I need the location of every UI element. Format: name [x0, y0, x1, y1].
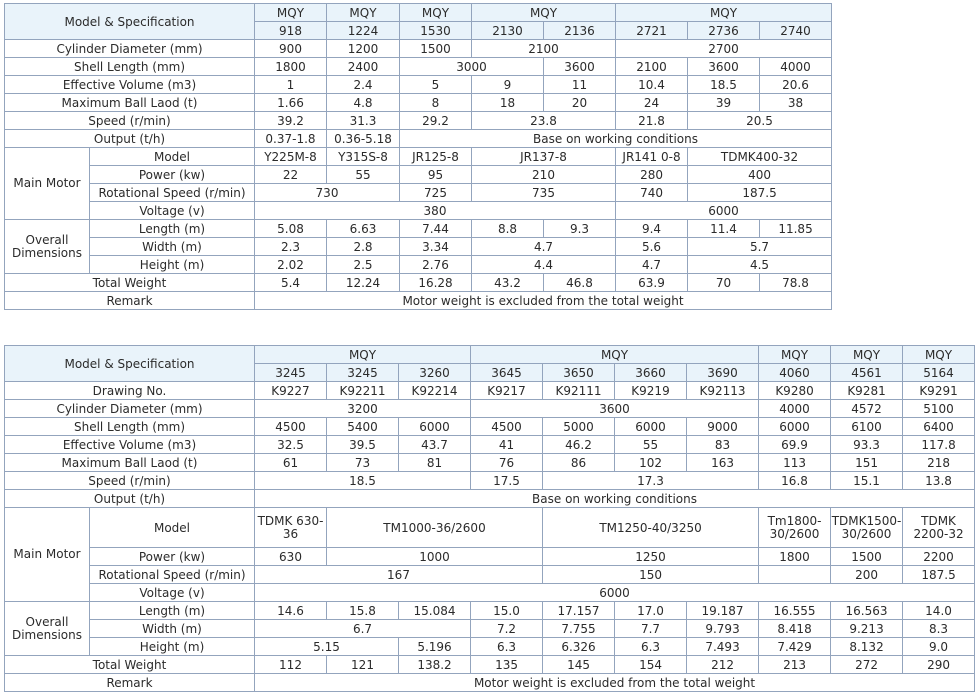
table-cell: TM1250-40/3250 — [543, 508, 759, 548]
table-cell: 213 — [759, 656, 831, 674]
row-label: Length (m) — [90, 602, 255, 620]
table-cell: 1500 — [400, 40, 472, 58]
row-label: Effective Volume (m3) — [5, 76, 255, 94]
table-cell: 212 — [687, 656, 759, 674]
table-cell: 3.34 — [400, 238, 472, 256]
series-header: MQY — [255, 4, 327, 22]
table-cell: 4.4 — [472, 256, 616, 274]
table-row — [5, 566, 975, 584]
table-cell: 0.37-1.8 — [255, 130, 327, 148]
table-cell: 8.8 — [472, 220, 544, 238]
table-cell: 121 — [327, 656, 399, 674]
table-cell: 6.7 — [255, 620, 471, 638]
table-cell: 10.4 — [616, 76, 688, 94]
table-cell: 6000 — [616, 202, 832, 220]
table-cell: 7.2 — [471, 620, 543, 638]
model-spec-header: Model & Specification — [5, 4, 255, 40]
table-cell: 18.5 — [255, 472, 471, 490]
table-cell: 5.7 — [688, 238, 832, 256]
table-cell: 11.4 — [688, 220, 760, 238]
table-cell: 9.793 — [687, 620, 759, 638]
table-row — [5, 4, 832, 22]
table-cell: 5100 — [903, 400, 975, 418]
table-cell: 725 — [400, 184, 472, 202]
table-cell: 63.9 — [616, 274, 688, 292]
table-cell: K92211 — [327, 382, 399, 400]
row-label: Length (m) — [90, 220, 255, 238]
table-cell: 55 — [327, 166, 400, 184]
table-row — [5, 112, 832, 130]
row-label: Height (m) — [90, 638, 255, 656]
table-row — [5, 256, 832, 274]
table-cell: 6000 — [399, 418, 471, 436]
table-cell: 280 — [616, 166, 688, 184]
table-cell: 2.76 — [400, 256, 472, 274]
table-cell: K92214 — [399, 382, 471, 400]
table-cell: 150 — [543, 566, 759, 584]
row-label: Speed (r/min) — [5, 112, 255, 130]
model-number: 2721 — [616, 22, 688, 40]
table-row — [5, 166, 832, 184]
group-label-main-motor: Main Motor — [5, 148, 90, 220]
table-cell: 135 — [471, 656, 543, 674]
row-label: Output (t/h) — [5, 130, 255, 148]
table-cell: 2.3 — [255, 238, 327, 256]
table-cell: 8.418 — [759, 620, 831, 638]
table-cell — [759, 566, 831, 584]
table-cell: 3600 — [688, 58, 760, 76]
group-label-overall-dimensions: Overall Dimensions — [5, 220, 90, 274]
table-row — [5, 638, 975, 656]
series-header: MQY — [472, 4, 616, 22]
row-label: Total Weight — [5, 274, 255, 292]
table-cell: 6000 — [255, 584, 975, 602]
table-cell: 38 — [760, 94, 832, 112]
table-cell: 23.8 — [472, 112, 616, 130]
table-cell: 1250 — [543, 548, 759, 566]
table-cell: 9.0 — [903, 638, 975, 656]
table-cell: 1200 — [327, 40, 400, 58]
table-row — [5, 58, 832, 76]
table-cell: 210 — [472, 166, 616, 184]
table-cell: 46.8 — [544, 274, 616, 292]
table-cell: 4000 — [759, 400, 831, 418]
ball-mill-spec-table-2 — [4, 345, 975, 692]
table-cell: 2.4 — [327, 76, 400, 94]
table-row — [5, 602, 975, 620]
table-row — [5, 292, 832, 310]
ball-mill-spec-table-1 — [4, 3, 832, 310]
row-label: Maximum Ball Laod (t) — [5, 454, 255, 472]
table-cell: 81 — [399, 454, 471, 472]
table-cell: 4500 — [471, 418, 543, 436]
table-cell: K9217 — [471, 382, 543, 400]
table-cell: 5.6 — [616, 238, 688, 256]
series-header: MQY — [831, 346, 903, 364]
table-cell: 113 — [759, 454, 831, 472]
table-row — [5, 130, 832, 148]
table-cell: 272 — [831, 656, 903, 674]
table-cell: 21.8 — [616, 112, 688, 130]
table-cell: 22 — [255, 166, 327, 184]
table-cell: 13.8 — [903, 472, 975, 490]
table-cell: 17.5 — [471, 472, 543, 490]
model-number: 1530 — [400, 22, 472, 40]
table-cell: 83 — [687, 436, 759, 454]
table-row — [5, 202, 832, 220]
row-label: Width (m) — [90, 238, 255, 256]
table-cell: 145 — [543, 656, 615, 674]
table-cell: 187.5 — [903, 566, 975, 584]
table-cell: 0.36-5.18 — [327, 130, 400, 148]
table-cell: 9 — [472, 76, 544, 94]
table-row — [5, 508, 975, 548]
table-cell: 31.3 — [327, 112, 400, 130]
table-cell: Tm1800-30/2600 — [759, 508, 831, 548]
table-cell: 12.24 — [327, 274, 400, 292]
row-label: Voltage (v) — [90, 202, 255, 220]
row-label: Power (kw) — [90, 548, 255, 566]
table-cell: 11.85 — [760, 220, 832, 238]
model-number: 918 — [255, 22, 327, 40]
table-cell: 17.0 — [615, 602, 687, 620]
table-cell: 900 — [255, 40, 327, 58]
row-label: Total Weight — [5, 656, 255, 674]
row-label: Cylinder Diameter (mm) — [5, 400, 255, 418]
table-cell: 151 — [831, 454, 903, 472]
table-cell: 187.5 — [688, 184, 832, 202]
table-cell: 14.0 — [903, 602, 975, 620]
table-cell: 17.157 — [543, 602, 615, 620]
table-cell: 46.2 — [543, 436, 615, 454]
table-cell: 6.3 — [615, 638, 687, 656]
table-cell: JR137-8 — [472, 148, 616, 166]
model-spec-header: Model & Specification — [5, 346, 255, 382]
row-label: Rotational Speed (r/min) — [90, 184, 255, 202]
table-cell: 9.213 — [831, 620, 903, 638]
table-cell: 6100 — [831, 418, 903, 436]
model-number: 3260 — [399, 364, 471, 382]
model-number: 3245 — [327, 364, 399, 382]
row-label: Effective Volume (m3) — [5, 436, 255, 454]
table-cell: 290 — [903, 656, 975, 674]
table-cell: 76 — [471, 454, 543, 472]
table-cell: 1 — [255, 76, 327, 94]
table-cell: 17.3 — [543, 472, 759, 490]
row-label: Height (m) — [90, 256, 255, 274]
row-label: Remark — [5, 674, 255, 692]
model-number: 4060 — [759, 364, 831, 382]
row-label: Drawing No. — [5, 382, 255, 400]
table-cell: 16.563 — [831, 602, 903, 620]
table-cell: 6.63 — [327, 220, 400, 238]
table-cell: 4.5 — [688, 256, 832, 274]
table-cell: 6.326 — [543, 638, 615, 656]
table-cell: 6000 — [759, 418, 831, 436]
table-cell: 117.8 — [903, 436, 975, 454]
table-cell: 15.0 — [471, 602, 543, 620]
table-cell: 200 — [831, 566, 903, 584]
model-number: 3245 — [255, 364, 327, 382]
table-cell: 43.7 — [399, 436, 471, 454]
table-cell: 6.3 — [471, 638, 543, 656]
table-cell: 11 — [544, 76, 616, 94]
model-number: 2740 — [760, 22, 832, 40]
table-cell: Base on working conditions — [255, 490, 975, 508]
table-cell: 6000 — [615, 418, 687, 436]
table-row — [5, 620, 975, 638]
table-cell: 55 — [615, 436, 687, 454]
table-cell: 93.3 — [831, 436, 903, 454]
table-cell: 380 — [255, 202, 616, 220]
model-number: 3690 — [687, 364, 759, 382]
table-cell: 4.8 — [327, 94, 400, 112]
table-cell: K9280 — [759, 382, 831, 400]
table-row — [5, 454, 975, 472]
row-label: Model — [90, 508, 255, 548]
table-cell: Y225M-8 — [255, 148, 327, 166]
table-cell: 1500 — [831, 548, 903, 566]
table-cell: 95 — [400, 166, 472, 184]
row-label: Shell Length (mm) — [5, 58, 255, 76]
table-cell: 16.28 — [400, 274, 472, 292]
table-cell: 1000 — [327, 548, 543, 566]
table-cell: 163 — [687, 454, 759, 472]
row-label: Rotational Speed (r/min) — [90, 566, 255, 584]
table-cell: 1800 — [255, 58, 327, 76]
model-number: 5164 — [903, 364, 975, 382]
table-cell: 7.493 — [687, 638, 759, 656]
table-cell: 2700 — [616, 40, 832, 58]
table-cell: K9281 — [831, 382, 903, 400]
model-number: 2130 — [472, 22, 544, 40]
table-row — [5, 148, 832, 166]
table-cell: 24 — [616, 94, 688, 112]
table-cell: 19.187 — [687, 602, 759, 620]
table-cell: 2100 — [616, 58, 688, 76]
row-label: Width (m) — [90, 620, 255, 638]
row-label: Shell Length (mm) — [5, 418, 255, 436]
model-number: 3645 — [471, 364, 543, 382]
table-row — [5, 40, 832, 58]
table-cell: 2100 — [472, 40, 616, 58]
row-label: Cylinder Diameter (mm) — [5, 40, 255, 58]
table-cell: 5.4 — [255, 274, 327, 292]
table-cell: TM1000-36/2600 — [327, 508, 543, 548]
table-cell: 73 — [327, 454, 399, 472]
table-cell: 18.5 — [688, 76, 760, 94]
table-cell: 4.7 — [616, 256, 688, 274]
table-cell: 154 — [615, 656, 687, 674]
table-cell: 7.755 — [543, 620, 615, 638]
table-cell: 9.3 — [544, 220, 616, 238]
table-cell: K9291 — [903, 382, 975, 400]
table-cell: Y315S-8 — [327, 148, 400, 166]
table-row — [5, 472, 975, 490]
table-cell: Base on working conditions — [400, 130, 832, 148]
table-cell: 2200 — [903, 548, 975, 566]
row-label: Output (t/h) — [5, 490, 255, 508]
table-row — [5, 184, 832, 202]
table-cell: 9.4 — [616, 220, 688, 238]
model-number: 2136 — [544, 22, 616, 40]
table-cell: 2.02 — [255, 256, 327, 274]
table-cell: 102 — [615, 454, 687, 472]
table-cell: 6400 — [903, 418, 975, 436]
table-cell: 8 — [400, 94, 472, 112]
row-label: Power (kw) — [90, 166, 255, 184]
table-row — [5, 220, 832, 238]
series-header: MQY — [471, 346, 759, 364]
model-number: 1224 — [327, 22, 400, 40]
model-number: 3660 — [615, 364, 687, 382]
table-cell: 43.2 — [472, 274, 544, 292]
table-cell: 218 — [903, 454, 975, 472]
table-cell: 138.2 — [399, 656, 471, 674]
table-cell: 86 — [543, 454, 615, 472]
table-cell: 20.6 — [760, 76, 832, 94]
table-cell: 39 — [688, 94, 760, 112]
table-cell: 3000 — [400, 58, 544, 76]
row-label: Speed (r/min) — [5, 472, 255, 490]
table-cell: 69.9 — [759, 436, 831, 454]
table-cell: 8.3 — [903, 620, 975, 638]
table-cell: 3600 — [471, 400, 759, 418]
table-cell: 5400 — [327, 418, 399, 436]
series-header: MQY — [255, 346, 471, 364]
table-cell: 3600 — [544, 58, 616, 76]
table-cell: 740 — [616, 184, 688, 202]
table-row — [5, 674, 975, 692]
table-cell: 41 — [471, 436, 543, 454]
table-cell: 18 — [472, 94, 544, 112]
table-cell: 61 — [255, 454, 327, 472]
group-label-main-motor: Main Motor — [5, 508, 90, 602]
table-cell: 32.5 — [255, 436, 327, 454]
table-row — [5, 238, 832, 256]
table-cell: 7.7 — [615, 620, 687, 638]
table-row — [5, 418, 975, 436]
table-cell: 1800 — [759, 548, 831, 566]
group-label-overall-dimensions: Overall Dimensions — [5, 602, 90, 656]
table-cell: 15.1 — [831, 472, 903, 490]
table-cell: 630 — [255, 548, 327, 566]
table-cell: TDMK 630-36 — [255, 508, 327, 548]
table-cell: 15.8 — [327, 602, 399, 620]
table-cell: 39.2 — [255, 112, 327, 130]
table-cell: 1.66 — [255, 94, 327, 112]
table-row — [5, 548, 975, 566]
table-row — [5, 400, 975, 418]
table-cell: 7.429 — [759, 638, 831, 656]
table-row — [5, 584, 975, 602]
table-cell: 16.555 — [759, 602, 831, 620]
table-cell: 4572 — [831, 400, 903, 418]
table-cell: 5.08 — [255, 220, 327, 238]
model-number: 3650 — [543, 364, 615, 382]
table-cell: 5000 — [543, 418, 615, 436]
table-cell: 2.8 — [327, 238, 400, 256]
model-number: 2736 — [688, 22, 760, 40]
table-cell: K92111 — [543, 382, 615, 400]
table-cell: 2400 — [327, 58, 400, 76]
table-cell: JR141 0-8 — [616, 148, 688, 166]
series-header: MQY — [400, 4, 472, 22]
table-cell: 2.5 — [327, 256, 400, 274]
table-cell: 5.196 — [399, 638, 471, 656]
table-cell: TDMK 2200-32 — [903, 508, 975, 548]
table-cell: 20 — [544, 94, 616, 112]
table-cell: JR125-8 — [400, 148, 472, 166]
table-cell: 78.8 — [760, 274, 832, 292]
table-row — [5, 346, 975, 364]
table-cell: 4.7 — [472, 238, 616, 256]
table-cell: 735 — [472, 184, 616, 202]
table-cell: TDMK400-32 — [688, 148, 832, 166]
series-header: MQY — [759, 346, 831, 364]
series-header: MQY — [327, 4, 400, 22]
table-cell: 9000 — [687, 418, 759, 436]
table-cell: 112 — [255, 656, 327, 674]
table-cell: 7.44 — [400, 220, 472, 238]
table-cell: 8.132 — [831, 638, 903, 656]
table-cell: 5.15 — [255, 638, 399, 656]
row-label: Remark — [5, 292, 255, 310]
table-row — [5, 94, 832, 112]
series-header: MQY — [616, 4, 832, 22]
table-cell: 4500 — [255, 418, 327, 436]
table-row — [5, 436, 975, 454]
table-cell: K9227 — [255, 382, 327, 400]
table-cell: TDMK1500-30/2600 — [831, 508, 903, 548]
table-row — [5, 656, 975, 674]
table-cell: 16.8 — [759, 472, 831, 490]
table-cell: 20.5 — [688, 112, 832, 130]
table-cell: 167 — [255, 566, 543, 584]
table-cell: 15.084 — [399, 602, 471, 620]
table-cell: 29.2 — [400, 112, 472, 130]
table-cell: K9219 — [615, 382, 687, 400]
table-cell: K92113 — [687, 382, 759, 400]
table-cell: 4000 — [760, 58, 832, 76]
row-label: Voltage (v) — [90, 584, 255, 602]
table-cell: 400 — [688, 166, 832, 184]
table-cell: 70 — [688, 274, 760, 292]
table-row — [5, 274, 832, 292]
table-cell: 730 — [255, 184, 400, 202]
table-cell: Motor weight is excluded from the total weight — [255, 292, 832, 310]
row-label: Maximum Ball Laod (t) — [5, 94, 255, 112]
table-cell: Motor weight is excluded from the total weight — [255, 674, 975, 692]
table-row — [5, 76, 832, 94]
table-row — [5, 382, 975, 400]
table-cell: 14.6 — [255, 602, 327, 620]
row-label: Model — [90, 148, 255, 166]
table-cell: 3200 — [255, 400, 471, 418]
table-cell: 39.5 — [327, 436, 399, 454]
table-cell: 5 — [400, 76, 472, 94]
model-number: 4561 — [831, 364, 903, 382]
table-row — [5, 490, 975, 508]
series-header: MQY — [903, 346, 975, 364]
